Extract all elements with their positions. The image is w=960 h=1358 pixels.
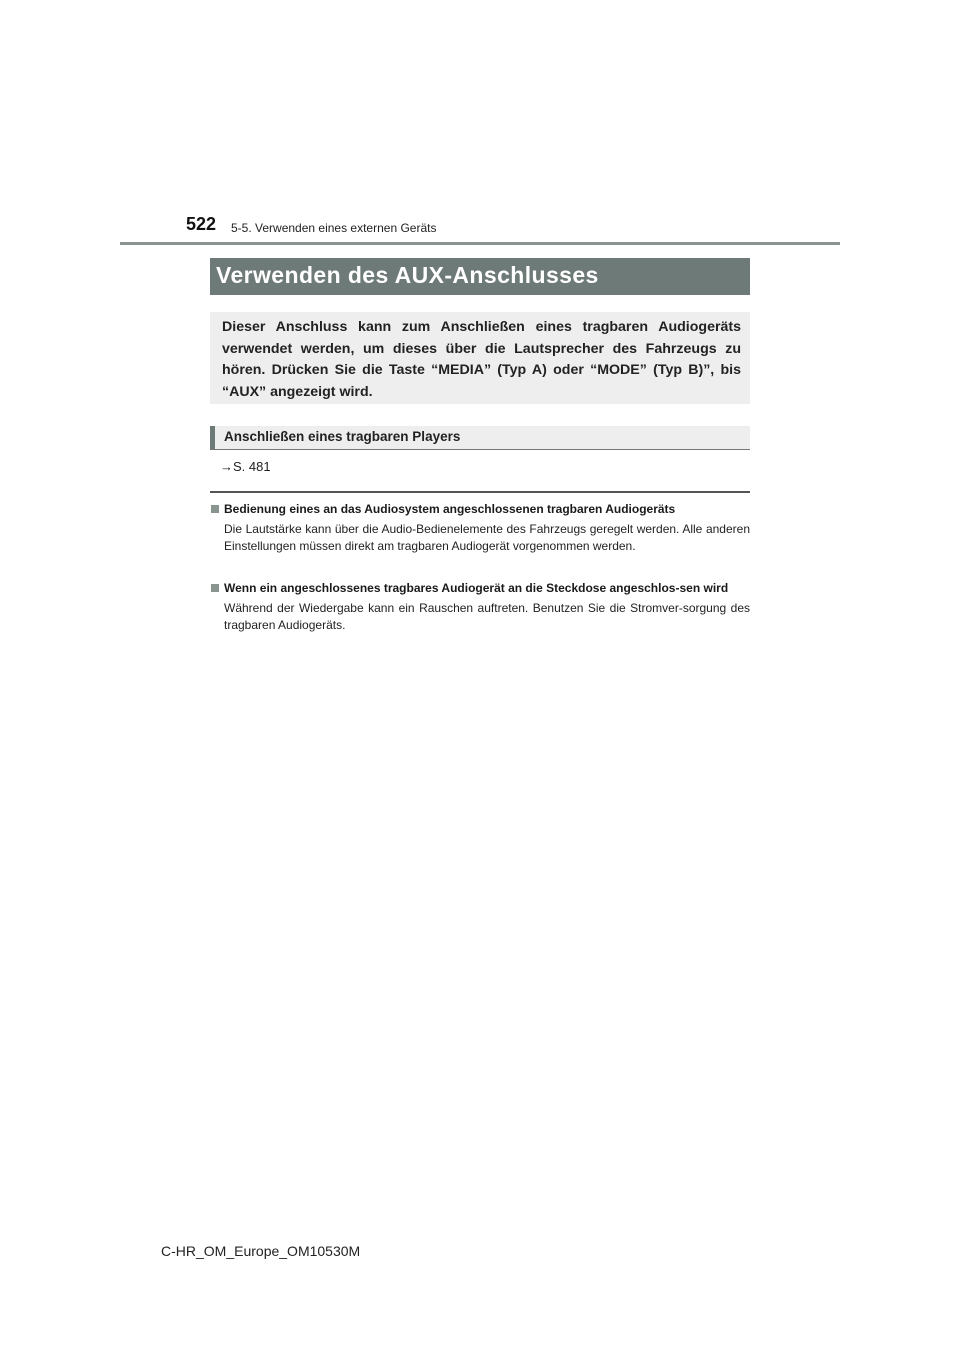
note-heading-container — [210, 501, 750, 518]
page-title-bar — [210, 258, 750, 295]
footer-document-id: C-HR_OM_Europe_OM10530M — [161, 1243, 361, 1259]
note-body: Die Lautstärke kann über die Audio-Bedienelemente des Fahrzeugs geregelt werden. Alle anderen Einstellungen müssen direkt am tragbaren Audiogerät vorgenommen werden. — [224, 522, 750, 553]
note-heading: Wenn ein angeschlossenes tragbares Audiogerät an die Steckdose angeschlos-sen wird — [224, 581, 729, 595]
subsection-accent — [210, 426, 215, 449]
notes-divider — [210, 491, 750, 493]
header-divider — [120, 242, 840, 245]
square-bullet-icon — [211, 584, 219, 592]
subsection-heading: Anschließen eines tragbaren Players — [224, 429, 461, 444]
intro-box — [210, 312, 750, 404]
note-heading: Bedienung eines an das Audiosystem angeschlossenen tragbaren Audiogeräts — [224, 502, 676, 516]
note-item — [210, 501, 750, 555]
intro-text: Dieser Anschluss kann zum Anschließen eines tragbaren Audiogeräts verwendet werden, um dieses über die Lautsprecher des Fahrzeugs zu hören. Drücken Sie die Taste “MEDIA” (Typ A) oder “MODE” (Typ B)”, bis “AUX” angezeigt wird. — [222, 319, 741, 400]
page-title: Verwenden des AUX-Anschlusses — [216, 262, 599, 288]
page-number: 522 — [186, 214, 217, 234]
subsection-heading-bar — [210, 426, 750, 450]
note-heading-container — [210, 580, 750, 597]
note-item — [210, 580, 750, 634]
cross-reference-link[interactable]: →S. 481 — [220, 459, 271, 474]
note-body: Während der Wiedergabe kann ein Rauschen auftreten. Benutzen Sie die Stromver-sorgung des tragbaren Audiogeräts. — [224, 601, 750, 632]
square-bullet-icon — [211, 505, 219, 513]
section-breadcrumb: 5-5. Verwenden eines externen Geräts — [231, 221, 437, 235]
